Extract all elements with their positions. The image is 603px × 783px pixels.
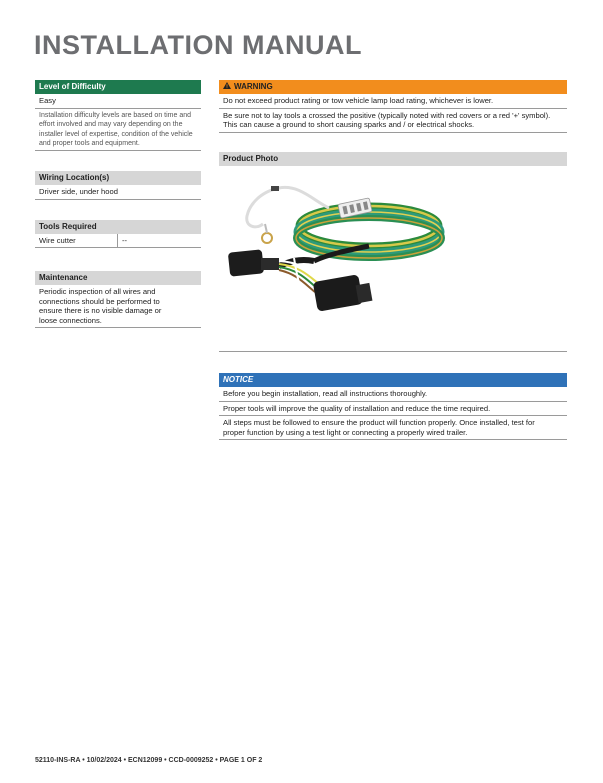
tool-qty: -- [117, 234, 127, 247]
warning-header-label: WARNING [234, 82, 273, 91]
maintenance-text: Periodic inspection of all wires and connections should be performed to ensure there is no visible damage or loose connections. [35, 285, 201, 328]
tools-row [35, 234, 201, 248]
notice-line-3: All steps must be followed to ensure the product will function properly. Once installed, test for proper function by using a test light or connecting a properly wired trailer. [219, 416, 567, 440]
photo-section [219, 152, 567, 166]
notice-header: NOTICE [219, 373, 567, 387]
tools-section [35, 220, 201, 248]
wiring-header: Wiring Location(s) [35, 171, 201, 185]
maintenance-header: Maintenance [35, 271, 201, 285]
difficulty-value: Easy [35, 94, 201, 109]
maintenance-section [35, 271, 201, 328]
photo-header: Product Photo [219, 152, 567, 166]
notice-line-2: Proper tools will improve the quality of installation and reduce the time required. [219, 402, 567, 417]
warning-line-2: Be sure not to lay tools a crossed the positive (typically noted with red covers or a red '+' symbol). This can cause a ground to short causing sparks and / or electrical shocks. [219, 109, 567, 133]
wiring-section [35, 171, 201, 200]
warning-section [219, 80, 567, 133]
tool-name: Wire cutter [39, 236, 76, 245]
page-title: INSTALLATION MANUAL [34, 30, 362, 60]
warning-triangle-icon [223, 80, 231, 94]
tools-header: Tools Required [35, 220, 201, 234]
notice-section [219, 373, 567, 440]
difficulty-section [35, 80, 201, 151]
difficulty-note: Installation difficulty levels are based on time and effort involved and may vary depending on the installer level of expertise, condition of the vehicle and proper tools and equipment. [35, 109, 201, 151]
warning-line-1: Do not exceed product rating or tow vehicle lamp load rating, whichever is lower. [219, 94, 567, 109]
product-photo [219, 166, 567, 352]
warning-header [219, 80, 567, 94]
notice-line-1: Before you begin installation, read all instructions thoroughly. [219, 387, 567, 402]
difficulty-header: Level of Difficulty [35, 80, 201, 94]
wiring-value: Driver side, under hood [35, 185, 201, 200]
footer-doc-info: 52110-INS-RA • 10/02/2024 • ECN12099 • CCD-0009252 • PAGE 1 OF 2 [35, 757, 263, 764]
